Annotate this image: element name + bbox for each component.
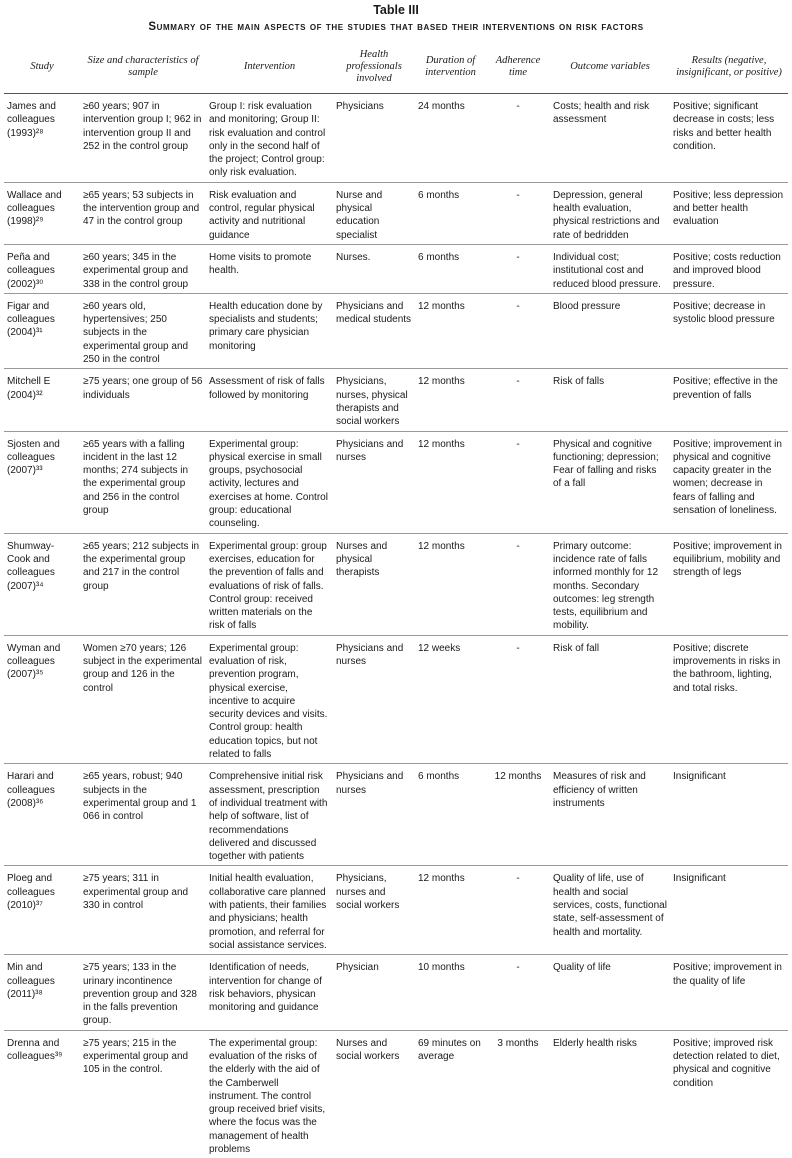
duration-cell: 69 minutes on average <box>415 1030 486 1158</box>
table-row <box>4 1030 788 1158</box>
header-sample: Size and characteristics of sample <box>80 41 206 94</box>
outcomes-cell: Depression, general health evaluation, physical restrictions and rate of bedridden <box>550 182 670 244</box>
professionals-cell: Physicians, nurses and social workers <box>333 866 415 955</box>
study-cell: Sjosten and colleagues (2007)³³ <box>4 431 80 533</box>
results-cell: Positive; decrease in systolic blood pressure <box>670 293 788 368</box>
table-row <box>4 866 788 955</box>
duration-cell: 6 months <box>415 244 486 293</box>
table-header <box>4 41 788 94</box>
table-row <box>4 431 788 533</box>
document-page <box>4 2 788 1158</box>
study-cell: Drenna and colleagues³⁹ <box>4 1030 80 1158</box>
study-cell: Wallace and colleagues (1998)²⁹ <box>4 182 80 244</box>
study-cell: Peña and colleagues (2002)³⁰ <box>4 244 80 293</box>
adherence-cell: 12 months <box>486 764 550 866</box>
duration-cell: 6 months <box>415 764 486 866</box>
results-cell: Positive; effective in the prevention of falls <box>670 369 788 431</box>
intervention-cell: Group I: risk evaluation and monitoring; Group II: risk evaluation and control only in the second half of the project; Control group: only risk evaluation. <box>206 94 333 183</box>
results-cell: Insignificant <box>670 866 788 955</box>
adherence-cell: - <box>486 182 550 244</box>
adherence-cell: - <box>486 293 550 368</box>
results-cell: Positive; improvement in physical and cognitive capacity greater in the women; decrease in fears of falling and sensation of loneliness. <box>670 431 788 533</box>
results-cell: Positive; improved risk detection related to diet, physical and cognitive condition <box>670 1030 788 1158</box>
professionals-cell: Physicians and nurses <box>333 431 415 533</box>
sample-cell: Women ≥70 years; 126 subject in the experimental group and 126 in the control <box>80 635 206 764</box>
results-cell: Positive; less depression and better health evaluation <box>670 182 788 244</box>
table-row <box>4 533 788 635</box>
table-row <box>4 293 788 368</box>
professionals-cell: Nurses and physical therapists <box>333 533 415 635</box>
professionals-cell: Nurse and physical education specialist <box>333 182 415 244</box>
intervention-cell: Identification of needs, intervention for change of risk behaviors, physican monitoring and guidance <box>206 955 333 1030</box>
study-cell: Harari and colleagues (2008)³⁶ <box>4 764 80 866</box>
header-study: Study <box>4 41 80 94</box>
study-cell: Min and colleagues (2011)³⁸ <box>4 955 80 1030</box>
professionals-cell: Physicians, nurses, physical therapists and social workers <box>333 369 415 431</box>
intervention-cell: Assessment of risk of falls followed by monitoring <box>206 369 333 431</box>
intervention-cell: Comprehensive initial risk assessment, prescription of individual treatment with help of software, list of recommendations delivered and discussed together with patients <box>206 764 333 866</box>
intervention-cell: Initial health evaluation, collaborative care planned with patients, their families and physicians; health promotion, and referral for social assistance services. <box>206 866 333 955</box>
intervention-cell: Home visits to promote health. <box>206 244 333 293</box>
sample-cell: ≥60 years; 907 in intervention group I; 962 in intervention group II and 252 in the control group <box>80 94 206 183</box>
professionals-cell: Physicians and medical students <box>333 293 415 368</box>
table-label: Table III <box>4 2 788 18</box>
professionals-cell: Nurses and social workers <box>333 1030 415 1158</box>
outcomes-cell: Quality of life <box>550 955 670 1030</box>
results-cell: Positive; improvement in equilibrium, mobility and strength of legs <box>670 533 788 635</box>
sample-cell: ≥60 years old, hypertensives; 250 subjects in the experimental group and 250 in the control <box>80 293 206 368</box>
table-row <box>4 635 788 764</box>
sample-cell: ≥60 years; 345 in the experimental group and 338 in the control group <box>80 244 206 293</box>
adherence-cell: - <box>486 431 550 533</box>
outcomes-cell: Risk of falls <box>550 369 670 431</box>
intervention-cell: Health education done by specialists and students; primary care physician monitoring <box>206 293 333 368</box>
study-cell: Wyman and colleagues (2007)³⁵ <box>4 635 80 764</box>
professionals-cell: Physicians <box>333 94 415 183</box>
header-results: Results (negative, insignificant, or positive) <box>670 41 788 94</box>
results-cell: Positive; discrete improvements in risks in the bathroom, lighting, and total risks. <box>670 635 788 764</box>
adherence-cell: - <box>486 866 550 955</box>
table-row <box>4 764 788 866</box>
results-cell: Positive; costs reduction and improved blood pressure. <box>670 244 788 293</box>
outcomes-cell: Measures of risk and efficiency of written instruments <box>550 764 670 866</box>
adherence-cell: - <box>486 955 550 1030</box>
table-row <box>4 244 788 293</box>
intervention-cell: Experimental group: evaluation of risk, prevention program, physical exercise, incentive to acquire security devices and visits. Control group: health education topics, but not related to falls <box>206 635 333 764</box>
duration-cell: 12 months <box>415 533 486 635</box>
table-body <box>4 94 788 1158</box>
outcomes-cell: Primary outcome: incidence rate of falls informed monthly for 12 months. Secondary outcomes: leg strength tests, equilibrium and mobility. <box>550 533 670 635</box>
professionals-cell: Physician <box>333 955 415 1030</box>
sample-cell: ≥65 years; 212 subjects in the experimental group and 217 in the control group <box>80 533 206 635</box>
study-cell: Shumway-Cook and colleagues (2007)³⁴ <box>4 533 80 635</box>
duration-cell: 6 months <box>415 182 486 244</box>
duration-cell: 12 weeks <box>415 635 486 764</box>
outcomes-cell: Physical and cognitive functioning; depression; Fear of falling and risks of a fall <box>550 431 670 533</box>
header-intervention: Intervention <box>206 41 333 94</box>
sample-cell: ≥75 years; 311 in experimental group and 330 in control <box>80 866 206 955</box>
outcomes-cell: Quality of life, use of health and social services, costs, functional state, self-assessment of health and mortality. <box>550 866 670 955</box>
adherence-cell: - <box>486 244 550 293</box>
summary-table <box>4 41 788 1158</box>
table-row <box>4 369 788 431</box>
header-outcomes: Outcome variables <box>550 41 670 94</box>
duration-cell: 24 months <box>415 94 486 183</box>
sample-cell: ≥65 years with a falling incident in the last 12 months; 274 subjects in the experimental group and 256 in the control group <box>80 431 206 533</box>
intervention-cell: Experimental group: physical exercise in small groups, psychosocial activity, lectures and exercises at home. Control group: educational counseling. <box>206 431 333 533</box>
adherence-cell: - <box>486 635 550 764</box>
adherence-cell: - <box>486 533 550 635</box>
sample-cell: ≥75 years; 133 in the urinary incontinence prevention group and 328 in the falls prevention group. <box>80 955 206 1030</box>
professionals-cell: Nurses. <box>333 244 415 293</box>
results-cell: Positive; significant decrease in costs; less risks and better health condition. <box>670 94 788 183</box>
outcomes-cell: Individual cost; institutional cost and reduced blood pressure. <box>550 244 670 293</box>
outcomes-cell: Risk of fall <box>550 635 670 764</box>
outcomes-cell: Elderly health risks <box>550 1030 670 1158</box>
intervention-cell: The experimental group: evaluation of the risks of the elderly with the aid of the Camberwell instrument. The control group received brief visits, where the focus was the management of health problems <box>206 1030 333 1158</box>
results-cell: Insignificant <box>670 764 788 866</box>
intervention-cell: Risk evaluation and control, regular physical activity and nutritional guidance <box>206 182 333 244</box>
professionals-cell: Physicians and nurses <box>333 764 415 866</box>
study-cell: James and colleagues (1993)²⁸ <box>4 94 80 183</box>
study-cell: Ploeg and colleagues (2010)³⁷ <box>4 866 80 955</box>
duration-cell: 12 months <box>415 431 486 533</box>
intervention-cell: Experimental group: group exercises, education for the prevention of falls and evaluations of risk of falls. Control group: received written materials on the risk of falls <box>206 533 333 635</box>
adherence-cell: 3 months <box>486 1030 550 1158</box>
header-duration: Duration of intervention <box>415 41 486 94</box>
study-cell: Mitchell E (2004)³² <box>4 369 80 431</box>
adherence-cell: - <box>486 369 550 431</box>
duration-cell: 12 months <box>415 369 486 431</box>
sample-cell: ≥75 years; one group of 56 individuals <box>80 369 206 431</box>
table-title: Summary of the main aspects of the studies that based their interventions on risk factors <box>4 19 788 35</box>
duration-cell: 12 months <box>415 293 486 368</box>
sample-cell: ≥65 years, robust; 940 subjects in the experimental group and 1 066 in control <box>80 764 206 866</box>
table-row <box>4 182 788 244</box>
table-row <box>4 955 788 1030</box>
duration-cell: 12 months <box>415 866 486 955</box>
study-cell: Figar and colleagues (2004)³¹ <box>4 293 80 368</box>
outcomes-cell: Blood pressure <box>550 293 670 368</box>
table-row <box>4 94 788 183</box>
header-row <box>4 41 788 94</box>
professionals-cell: Physicians and nurses <box>333 635 415 764</box>
sample-cell: ≥65 years; 53 subjects in the intervention group and 47 in the control group <box>80 182 206 244</box>
duration-cell: 10 months <box>415 955 486 1030</box>
results-cell: Positive; improvement in the quality of life <box>670 955 788 1030</box>
sample-cell: ≥75 years; 215 in the experimental group and 105 in the control. <box>80 1030 206 1158</box>
adherence-cell: - <box>486 94 550 183</box>
outcomes-cell: Costs; health and risk assessment <box>550 94 670 183</box>
header-professionals: Health professionals involved <box>333 41 415 94</box>
header-adherence: Adherence time <box>486 41 550 94</box>
